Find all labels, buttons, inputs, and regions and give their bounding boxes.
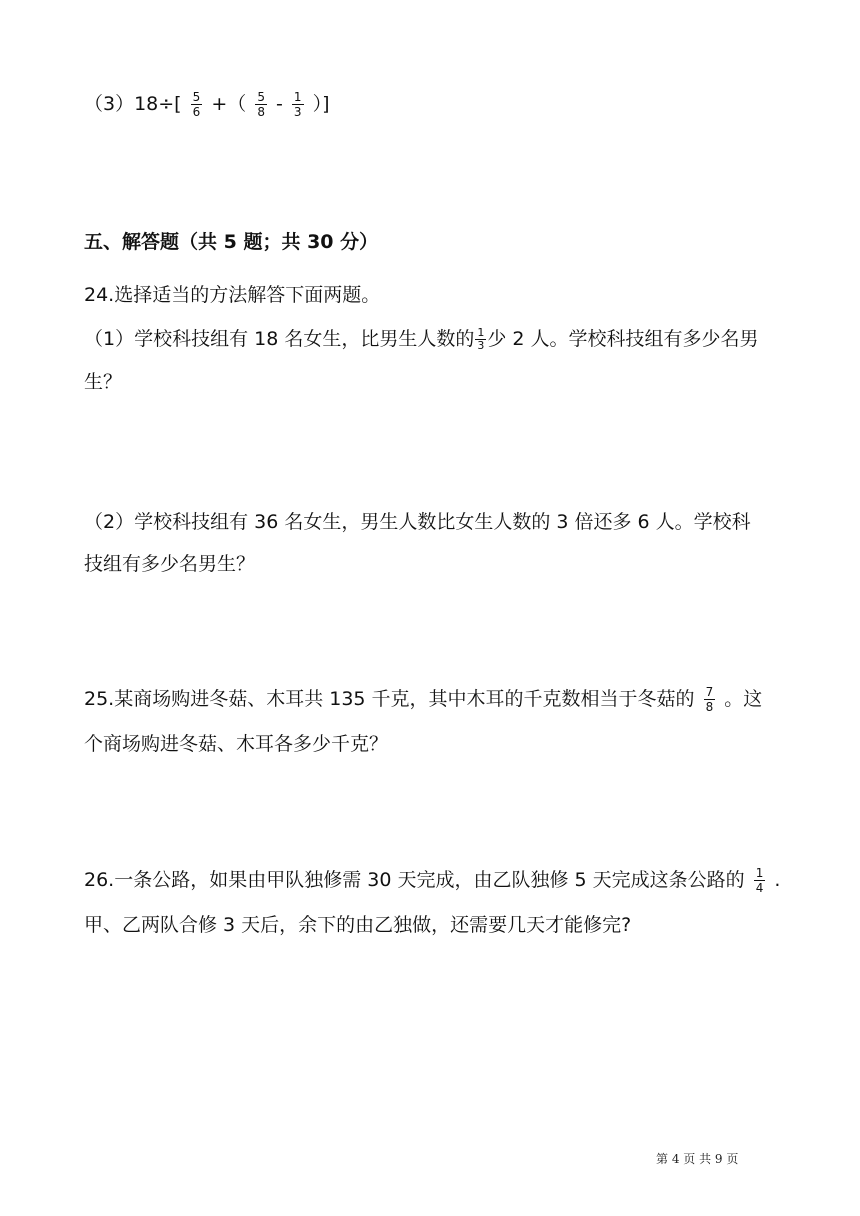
fraction-5-6: $\frac{5}{6}$ [192, 90, 201, 119]
q24-part1-line2: 生？ [84, 371, 123, 393]
question-23-3 [84, 90, 780, 119]
q26-line2: 甲、乙两队合修 3 天后，余下的由乙独做，还需要几天才能修完? [84, 914, 632, 936]
fraction-5-8: $\frac{5}{8}$ [257, 90, 265, 119]
q24-part2-line1: （2）学校科技组有 36 名女生，男生人数比女生人数的 3 倍还多 6 人。学校科 [84, 511, 751, 533]
q24-part1-line1: （1）学校科技组有 18 名女生，比男生人数的 $\frac{1}{3}$ 少 2 人。学校科技组有多少名男 [84, 326, 759, 352]
q25-line2: 个商场购进冬菇、木耳各多少千克？ [84, 733, 389, 755]
q26-line1: 26.一条公路，如果由甲队独修需 30 天完成，由乙队独修 5 天完成这条公路的 $\frac{1}{4}$ . [84, 866, 781, 895]
page-footer: 第 4 页 共 9 页 [656, 1152, 739, 1166]
fraction-1-3: $\frac{1}{3}$ [293, 90, 302, 119]
section-5-title: 五、解答题（共 5 题；共 30 分） [84, 231, 379, 253]
fraction-1-3-small: $\frac{1}{3}$ [477, 326, 485, 352]
q25-line1: 25.某商场购进冬菇、木耳共 135 千克，其中木耳的千克数相当于冬菇的 $\frac{7}{8}$ 。这 [84, 685, 763, 714]
q24-title: 24.选择适当的方法解答下面两题。 [84, 284, 381, 306]
q24-part2-line2: 技组有多少名男生？ [84, 553, 256, 575]
fraction-1-4: $\frac{1}{4}$ [755, 866, 764, 895]
q23-3-close: ）] [312, 93, 330, 115]
q23-3-minus: - [276, 93, 283, 115]
q23-3-label: （3）18÷[ [84, 93, 182, 115]
fraction-7-8: $\frac{7}{8}$ [705, 685, 714, 714]
q23-3-plus: +（ [211, 93, 247, 115]
